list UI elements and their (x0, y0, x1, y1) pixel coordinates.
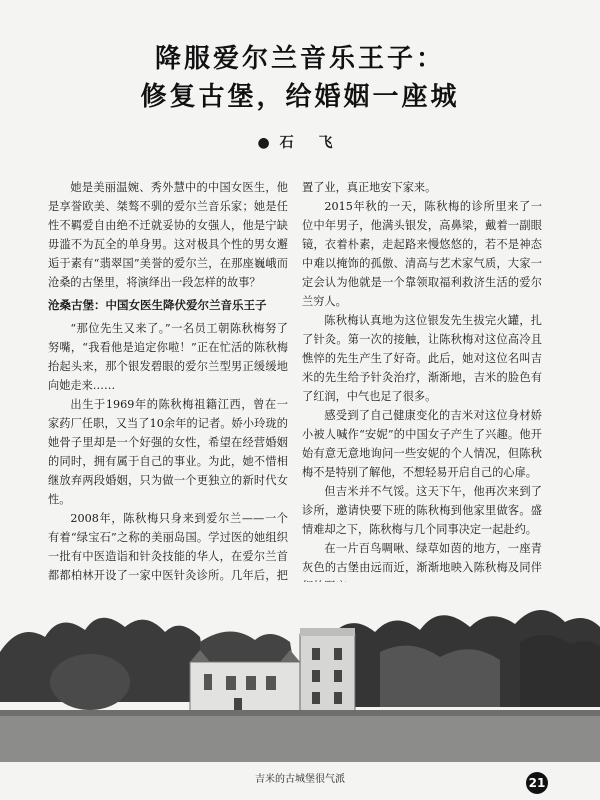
paragraph: 2008年，陈秋梅只身来到爱尔兰——一个有着“绿宝石”之称的美丽岛国。学过医的她组织一批有中医造诣和针灸技能的华人，在爱尔兰首都都柏林开设了一家中医针灸诊所。几年后，把 (48, 512, 288, 582)
paragraph: 陈秋梅认真地为这位银发先生拔完火罐，扎了针灸。第一次的接触，让陈秋梅对这位高冷且憔悴的先生产生了好奇。此后，她对这位名叫吉米的先生给予针灸治疗，渐渐地，吉米的脸色有了红润，中气也足了很多。 (302, 314, 542, 403)
paragraph: 置了业，真正地安下家来。 (302, 181, 437, 194)
paragraph: 感受到了自己健康变化的吉米对这位身材娇小被人喊作“安妮”的中国女子产生了兴趣。他开始有意无意地询问一些安妮的个人情况，但陈秋梅不是特别了解他，不想轻易开启自己的心扉。 (302, 409, 542, 479)
photo-caption: 吉米的古城堡很气派 (255, 774, 345, 785)
paragraph: 出生于1969年的陈秋梅祖籍江西，曾在一家药厂任职，又当了10余年的记者。娇小玲珑的她骨子里却是一个好强的女性，希望在经营婚姻的同时，拥有属于自己的事业。为此，她不惜相继放弃两段婚姻，只为做一个更独立的新时代女性。 (48, 398, 288, 506)
right-column (302, 178, 542, 634)
paragraph: 她是美丽温婉、秀外慧中的中国女医生，他是享誉欧美、桀骜不驯的爱尔兰音乐家；她是任性不羁爱自由绝不迁就妥协的女强人，他是宁缺毋滥不为瓦全的单身男。这对极具个性的男女邂逅于素有“翡翠国”美誉的爱尔兰，在那座巍峨而沧桑的古堡里，将演绎出一段怎样的故事？ (48, 181, 288, 289)
paragraph: 但吉米并不气馁。这天下午，他再次来到了诊所，邀请快要下班的陈秋梅到他家里做客。盛情难却之下，陈秋梅与几个同事决定一起赴约。 (302, 485, 542, 536)
author-byline: ●石 飞 (257, 135, 343, 151)
section-heading: 沧桑古堡：中国女医生降伏爱尔兰音乐王子 (48, 298, 267, 312)
title-line-1: 降服爱尔兰音乐王子： (154, 44, 445, 74)
paragraph: “那位先生又来了。”一名员工朝陈秋梅努了努嘴，“我看他是追定你啦！”正在忙活的陈秋梅抬起头来，那个银发碧眼的爱尔兰型男正缓缓地向她走来…… (48, 322, 288, 392)
paragraph: 在一片百鸟啁啾、绿草如茵的地方，一座青灰色的古堡由远而近，渐渐地映入陈秋梅及同伴 (302, 542, 542, 574)
title-line-2: 修复古堡，给婚姻一座城 (140, 82, 460, 112)
castle-photo (0, 582, 600, 762)
left-column (48, 178, 288, 623)
paragraph: 2015年秋的一天，陈秋梅的诊所里来了一位中年男子，他满头银发，高鼻梁，戴着一副眼镜，衣着朴素，走起路来慢悠悠的，若不是神态中难以掩饰的孤傲、清高与艺术家气质，大家一定会认为他就是一个靠领取福利救济生活的爱尔兰穷人。 (302, 200, 542, 308)
page-number: 21 (526, 772, 548, 794)
